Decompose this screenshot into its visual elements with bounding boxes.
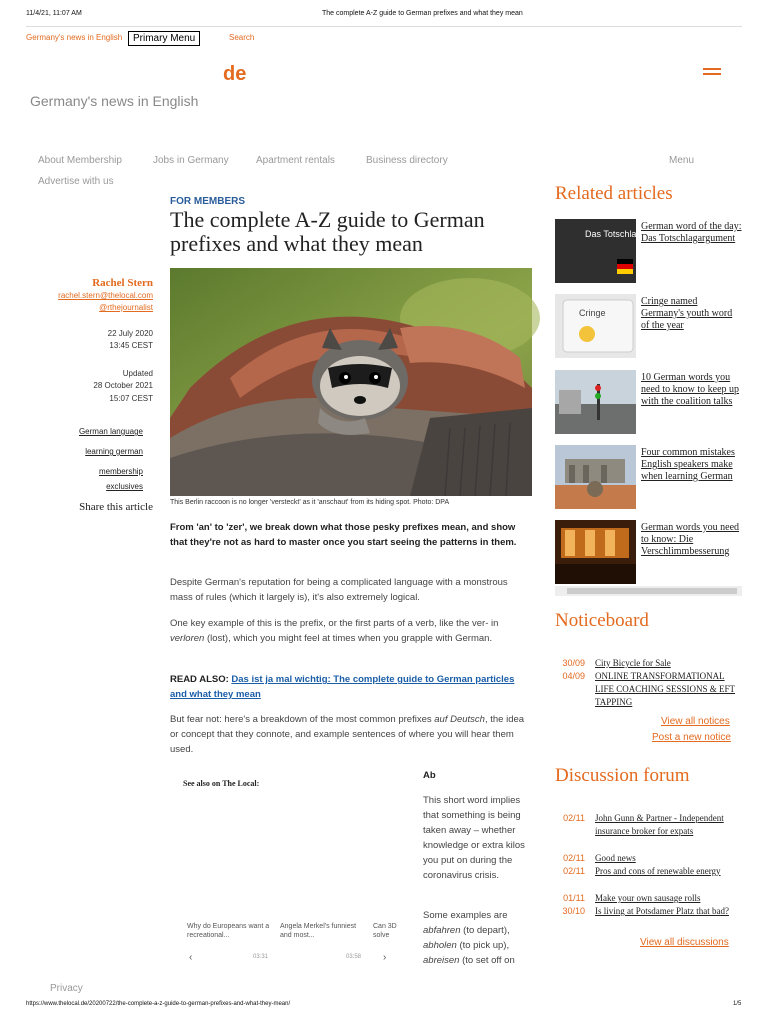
section-heading-ab: Ab — [423, 770, 436, 781]
article-paragraph: But fear not: here's a breakdown of the most common prefixes auf Deutsch, the idea or concept that they connote, and example sentences of where you will hear them used. — [170, 714, 525, 755]
print-divider — [26, 26, 742, 27]
related-thumbnail — [555, 370, 636, 434]
print-title: The complete A-Z guide to German prefixes and what they mean — [322, 10, 523, 17]
related-link[interactable]: German words you need to know: Die Verschlimmbesserung — [641, 522, 740, 557]
related-link[interactable]: Four common mistakes English speakers make when learning German — [641, 447, 735, 482]
svg-text:Cringe: Cringe — [579, 308, 606, 318]
forum-link[interactable]: Is living at Potsdamer Platz that bad? — [595, 906, 729, 916]
video-duration: 03:31 — [253, 954, 269, 960]
nav-advertise[interactable]: Advertise with us — [38, 176, 114, 187]
related-thumbnail — [555, 219, 680, 283]
members-badge: FOR MEMBERS — [170, 196, 245, 207]
author-email[interactable]: rachel.stern@thelocal.com — [58, 291, 153, 300]
forum-link[interactable]: Good news — [595, 853, 636, 863]
author-twitter[interactable]: @rthejournalist — [99, 303, 153, 312]
related-link[interactable]: Cringe named Germany's youth word of the year — [641, 296, 733, 331]
related-article[interactable] — [555, 445, 742, 509]
forum-date: 30/10 — [562, 906, 585, 916]
read-also-link[interactable]: Das ist ja mal wichtig: The complete guide to German particles and what they mean — [170, 674, 515, 700]
article-title: The complete A-Z guide to German prefixes and what they mean — [170, 207, 485, 256]
ab-paragraph: This short word implies that something is being taken away – whether knowledge or extra kilos you put on during the coronavirus crisis. — [423, 795, 525, 881]
related-thumbnail — [555, 445, 636, 509]
forum-date: 02/11 — [563, 813, 585, 823]
nav-business-directory[interactable]: Business directory — [366, 155, 448, 166]
related-article[interactable] — [555, 219, 742, 283]
carousel-prev-icon[interactable]: ‹ — [189, 952, 193, 963]
see-also-label: See also on The Local: — [183, 779, 260, 788]
related-thumbnail — [555, 520, 636, 584]
video-duration: 03:58 — [346, 954, 362, 960]
forum-link[interactable]: Make your own sausage rolls — [595, 893, 701, 903]
print-page-number: 1/5 — [733, 1001, 742, 1007]
author-name[interactable]: Rachel Stern — [92, 277, 153, 289]
carousel-next-icon[interactable]: › — [383, 952, 387, 963]
updated-date: 28 October 2021 — [93, 381, 153, 390]
forum-date: 02/11 — [563, 866, 585, 876]
related-link[interactable]: 10 German words you need to know to keep up with the coalition talks — [641, 372, 740, 407]
updated-time: 15:07 CEST — [109, 394, 153, 403]
article-paragraph: One key example of this is the prefix, or the first parts of a verb, like the ver- in verloren (lost), which you might feel at times when you grapple with German. — [170, 618, 499, 644]
article-paragraph: Despite German's reputation for being a complicated language with a monstrous mass of rules (which it largely is), it's also extremely logical. — [170, 577, 508, 603]
published-date: 22 July 2020 — [107, 329, 153, 338]
related-article[interactable] — [555, 294, 742, 358]
nav-menu[interactable]: Menu — [669, 155, 695, 166]
primary-menu-button[interactable]: Primary Menu — [128, 31, 200, 46]
notice-date: 30/09 — [562, 658, 585, 668]
search-link[interactable]: Search — [229, 33, 255, 42]
examples-paragraph: Some examples are abfahren (to depart), abholen (to pick up), abreisen (to set off on — [423, 910, 515, 966]
forum-heading: Discussion forum — [555, 765, 690, 786]
related-link[interactable]: German word of the day: Das Totschlagargument — [641, 221, 742, 244]
site-link[interactable]: Germany's news in English — [26, 33, 123, 42]
forum-date: 01/11 — [563, 893, 585, 903]
svg-text:Das Totschlagargument: Das Totschlagargument — [585, 229, 680, 239]
read-also: READ ALSO: Das ist ja mal wichtig: The complete guide to German particles and what they mean — [170, 674, 515, 700]
tag-learning-german[interactable]: learning german — [85, 447, 143, 456]
print-datetime: 11/4/21, 11:07 AM — [26, 10, 82, 17]
share-article[interactable]: Share this article — [79, 501, 153, 513]
forum-link[interactable]: John Gunn & Partner - Independent insurance broker for expats — [595, 813, 724, 836]
forum-date: 02/11 — [563, 853, 585, 863]
video-card[interactable]: Can 3D solve — [373, 923, 397, 939]
article-lead: From 'an' to 'zer', we break down what those pesky prefixes mean, and show that they're not as hard to master once you start seeing the patterns in them. — [170, 522, 517, 548]
notice-date: 04/09 — [562, 671, 585, 681]
noticeboard-heading: Noticeboard — [555, 610, 649, 631]
site-logo[interactable]: de — [223, 63, 247, 85]
hamburger-menu-icon[interactable] — [703, 68, 721, 78]
site-tagline: Germany's news in English — [30, 93, 199, 109]
image-caption: This Berlin raccoon is no longer 'versteckt' as it 'anschaut' from its hiding spot. Photo: DPA — [170, 499, 450, 506]
published-time: 13:45 CEST — [109, 341, 153, 350]
tag-german-language[interactable]: German language — [78, 427, 143, 436]
related-article[interactable] — [555, 520, 742, 584]
nav-jobs[interactable]: Jobs in Germany — [153, 155, 229, 166]
related-heading: Related articles — [555, 183, 673, 204]
print-url: https://www.thelocal.de/20200722/the-complete-a-z-guide-to-german-prefixes-and-what-they-mean/ — [26, 1001, 291, 1007]
updated-label: Updated — [122, 369, 153, 378]
notice-link[interactable]: ONLINE TRANSFORMATIONAL LIFE COACHING SESSIONS & EFT TAPPING — [595, 671, 736, 707]
nav-apartments[interactable]: Apartment rentals — [256, 155, 335, 166]
view-all-discussions-link[interactable]: View all discussions — [640, 937, 729, 948]
related-scrollbar[interactable] — [555, 586, 742, 596]
related-thumbnail — [555, 294, 636, 358]
tag-exclusives[interactable]: exclusives — [106, 482, 143, 491]
related-article[interactable] — [555, 370, 742, 434]
video-card[interactable]: Why do Europeans want a recreational... — [187, 923, 270, 939]
tag-membership[interactable]: membership — [98, 467, 143, 476]
notice-link[interactable]: City Bicycle for Sale — [595, 658, 671, 668]
forum-link[interactable]: Pros and cons of renewable energy — [595, 866, 721, 876]
nav-about-membership[interactable]: About Membership — [38, 155, 122, 166]
post-notice-link[interactable]: Post a new notice — [652, 732, 731, 743]
view-all-notices-link[interactable]: View all notices — [661, 716, 730, 727]
privacy-link[interactable]: Privacy — [50, 983, 83, 994]
hero-image — [170, 268, 532, 496]
video-card[interactable]: Angela Merkel's funniest and most... — [280, 923, 357, 939]
